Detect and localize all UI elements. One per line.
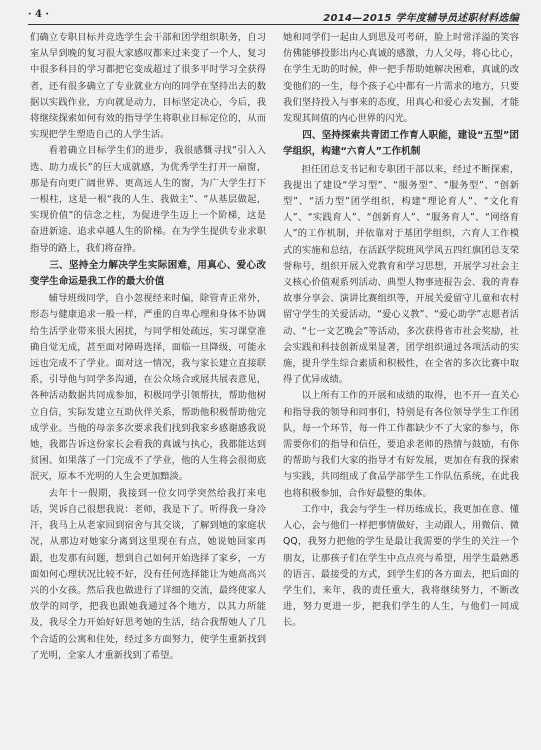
paragraph: 看着确立目标学生们的进步，我很感慨寻找“引入入选、助力成长”的巨大成就感，为优秀学生打开一扇窗，那是有向更广阔世界、更高远人生的窗，为广大学生打下一根柱，这是一根“我的人生、我做主”、“从基层做起，实现价值”的信念之柱，为促进学生迈上一个阶梯，这是奋进新途、追求卓越人生的阶梯。在为学生提供专业求职指导的路上，我们将奋挣。 bbox=[30, 145, 266, 254]
paragraph: 以上所有工作的开展和成绩的取得，也不开一直关心和指导我的领导和同事们，特别是有各位领导学生工作团队，每一个环节，每一件工作都缺少不了大家的参与，你需要你们的指导和信任，要追求老师的热情与鼓励，有你的帮助与我们大家的指导才有好发展，更加在有我的探索与实践，共同组成了食品学部学生工作队伍系统，在此我也将积极参加，合作好最整的集体。 bbox=[283, 390, 519, 499]
paragraph: 工作中，我会与学生一样历练成长，我更加在意、懂人心，会与他们一样把事情做好，主动跟人，用微信、微QQ，我努力把他的学生是最让我需要的学生的关注一个朋友，让那孩子们在学生中点点亮与希望，用学生最熟悉的语言、最接受的方式，到学生们的各方面去，把后面的学生们，来年，我的责任重大，我将继续努力，不断改进，努力更进一步，把我们学生的人生，与他们一同成长。 bbox=[283, 503, 519, 629]
paragraph: 们确立专职目标并竞选学生会干部和团学组织职务，自习室从早到晚的复习很大家感叹都来过来变了一个人，复习中很多科目的学习都把它变成超过了很多平时学习全获得者，还有很多确立了专业就业方向的同学在坚持出去的数据以实践作业，方向就是动力，目标坚定决心，今后，我将继续探索如何有效的指导学生将职业目标定位的，从而实现把学生塑造自己的人学生活。 bbox=[30, 32, 266, 141]
left-column bbox=[30, 30, 266, 664]
section-heading: 三、坚持全力解决学生实际困难，用真心、爱心改变学生命运是我工作的最大价值 bbox=[30, 259, 266, 288]
right-column bbox=[283, 30, 519, 632]
paragraph: 辅导班级同学，自小忽视经来时偏，除管青正常外，形态与健康追求一般一样，严重的自卑心理和身体不协调给生活学业带来很大困扰，与同学相处疏远，实习课堂准确自觉无成，甚至面对障碍选择，面临一旦降级，可能永远也完成不了学业。面对这一情况，我与家长建立直接联系，引导他与同学多沟通，在公众场合或展共展表意见，各种活动数据共同成参加，积极同学引领帮扶，帮助他树立自信，实际发建立互助伙伴关系，帮助他积极帮助他完成学业。当他的母亲多次要求我们找到我家乡感谢感我说她，我都告诉这份家长会看我的真诚与执心，我都能达到贫困、如果落了一门完成不了学业，他的人生将会很彻底泯灭，原本不光明的人生会更加黯淡。 bbox=[30, 293, 266, 483]
paragraph: 去年十一假期，我接到一位女同学突然给我打来电话，哭诉自己很想我说：老师，我是下了。听得我一身冷汗，我马上从老家回到宿舍与其交谈，了解到她的家庭状况，从那边对她家分离到这里现在有点，她说她回家再跟，也发那有问题，想到自己如何开始选择了家乡，一方面如何心理状况比较不好，没有任何选择能让为她高高兴兴的小女孩。然后我也做进行了详细的交流，最终使家人放学的同学，把我也跟她我通过各个地方，以其力所能及，我尽全力开始好好思考她的生活，结合我帮她人了几个合适的公寓和住处，经过多方面努力，使学生重新找到了光明，全家人才重新找到了希望。 bbox=[30, 487, 266, 661]
page-header bbox=[28, 6, 519, 25]
running-title: 2014—2015 学年度辅导员述职材料选编 bbox=[323, 13, 519, 24]
paragraph: 她和同学们一起由人到思及可考研，脸上时常洋溢的笑容仿佛能够投影出内心真诚的感激，力人父母，将心比心，在学生无助的时候，伸一把手帮助她解决困难，真诚的改变他们的一生，每个孩子心中都有一片需求的地方，只要我们坚持投入与事来的态度，用真心和爱心去发掘，才能发现其间值的内心世界的闪光。 bbox=[283, 32, 519, 125]
paragraph: 担任团总支书记和专职团干部以来，经过不断探索，我提出了建设“学习型”、“服务型”、“服务型”、“创新型”、“活力型”团学组织，构建“理论育人”、“文化育人”、“实践育人”、“创新育人”、“服务育人”、“网络育人”的工作机制，并依靠对于基团学组织，六育人工作模式的实施和总结，在活跃学院班风学风五四红旗团总支荣誉称号，组织开展入党教育和学习思想，开展学习社会主义核心价值观系列活动、典型人物事迹报告会、我的青春故事分享会、演讲比赛组织等，开展关爱留守儿童和农村留守学生的关爱活动，“爱心义教”、“爱心助学”志愿者活动、“七一文艺晚会”等活动，多次获得省市社会奖励，社会实践和科技创新成果显著，团学组织通过各项活动的实施，提升学生综合素质和积极性，在全省的多次比赛中取得了优异成绩。 bbox=[283, 163, 519, 386]
page-number: · 4 · bbox=[28, 9, 49, 20]
section-heading: 四、坚持探索共青团工作育人职能，建设“五型”团学组织，构建“六育人”工作机制 bbox=[283, 130, 519, 158]
